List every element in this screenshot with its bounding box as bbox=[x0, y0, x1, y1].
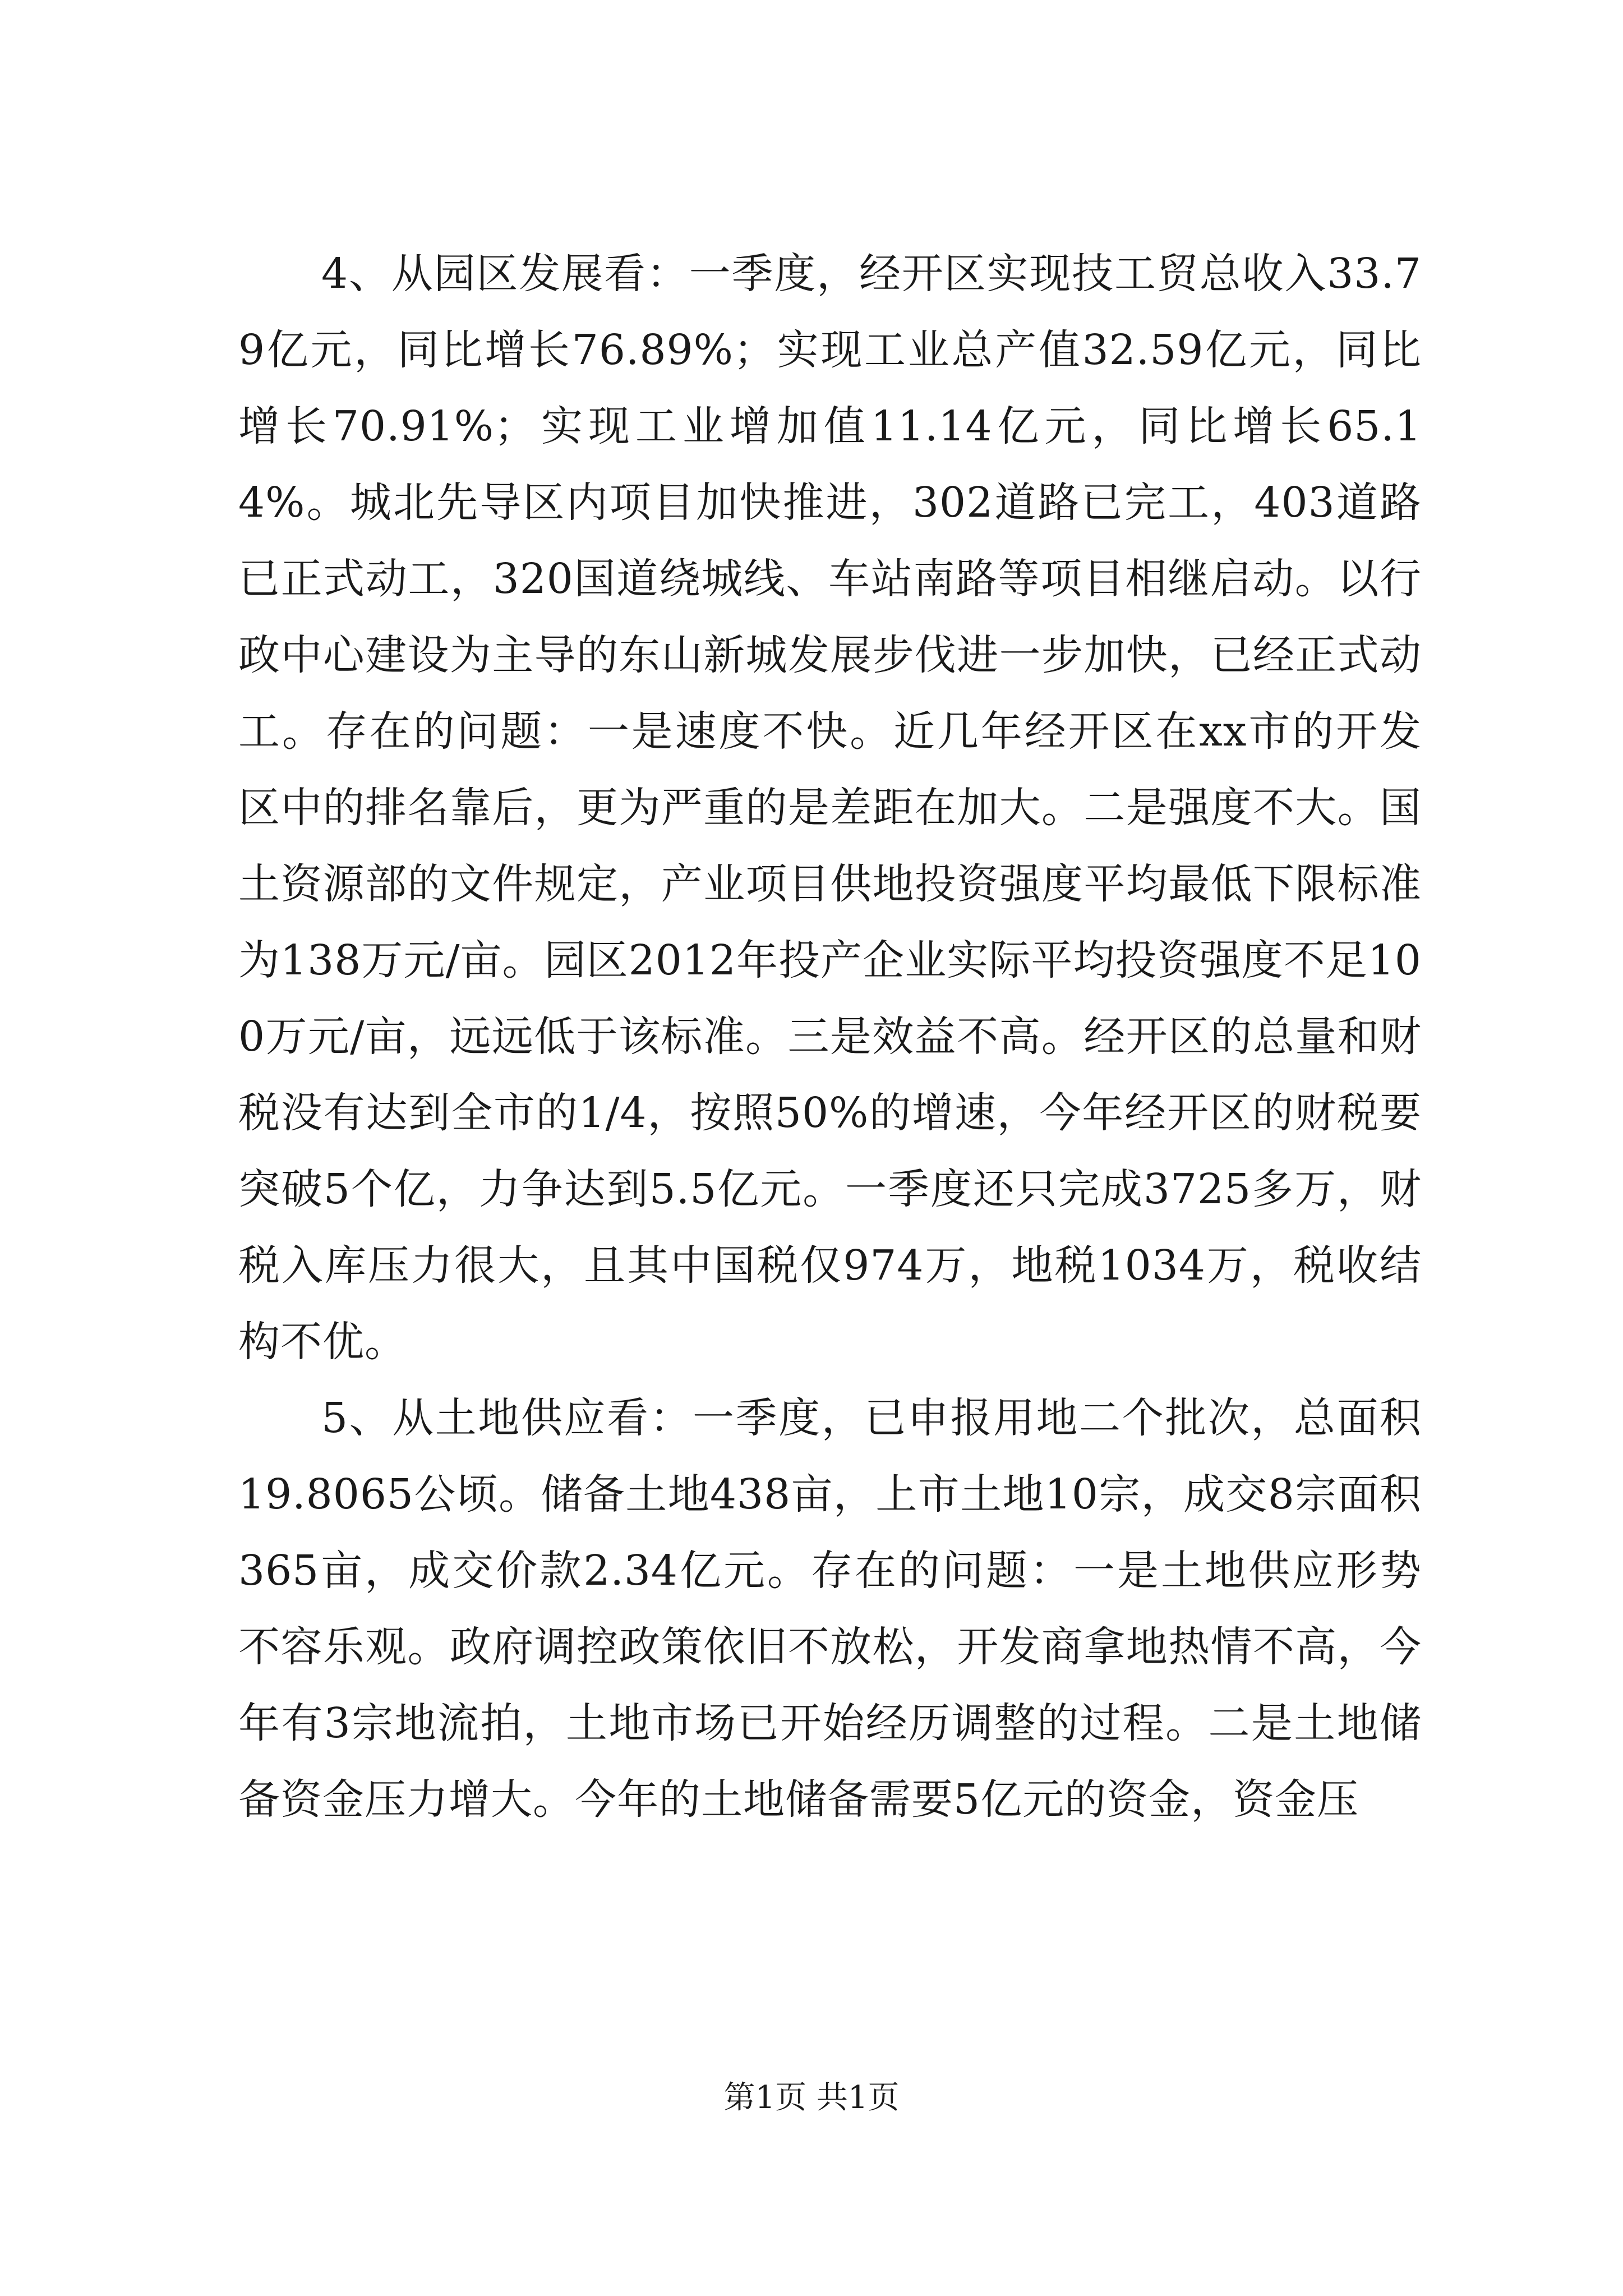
document-body bbox=[238, 236, 1422, 1838]
paragraph-park-development: 4、从园区发展看：一季度，经开区实现技工贸总收入33.79亿元，同比增长76.89%；实现工业总产值32.59亿元，同比增长70.91%；实现工业增加值11.14亿元，同比增长65.14%。城北先导区内项目加快推进，302道路已完工，403道路已正式动工，320国道绕城线、车站南路等项目相继启动。以行政中心建设为主导的东山新城发展步伐进一步加快，已经正式动工。存在的问题：一是速度不快。近几年经开区在xx市的开发区中的排名靠后，更为严重的是差距在加大。二是强度不大。国土资源部的文件规定，产业项目供地投资强度平均最低下限标准为138万元/亩。园区2012年投产企业实际平均投资强度不足100万元/亩，远远低于该标准。三是效益不高。经开区的总量和财税没有达到全市的1/4，按照50%的增速，今年经开区的财税要突破5个亿，力争达到5.5亿元。一季度还只完成3725多万，财税入库压力很大，且其中国税仅974万，地税1034万，税收结构不优。 bbox=[238, 250, 1422, 1366]
page-number-footer: 第1页 共1页 bbox=[723, 2079, 900, 2116]
paragraph-land-supply: 5、从土地供应看：一季度，已申报用地二个批次，总面积19.8065公顷。储备土地438亩，上市土地10宗，成交8宗面积365亩，成交价款2.34亿元。存在的问题：一是土地供应形势不容乐观。政府调控政策依旧不放松，开发商拿地热情不高，今年有3宗地流拍，土地市场已开始经历调整的过程。二是土地储备资金压力增大。今年的土地储备需要5亿元的资金，资金压 bbox=[238, 1394, 1422, 1824]
